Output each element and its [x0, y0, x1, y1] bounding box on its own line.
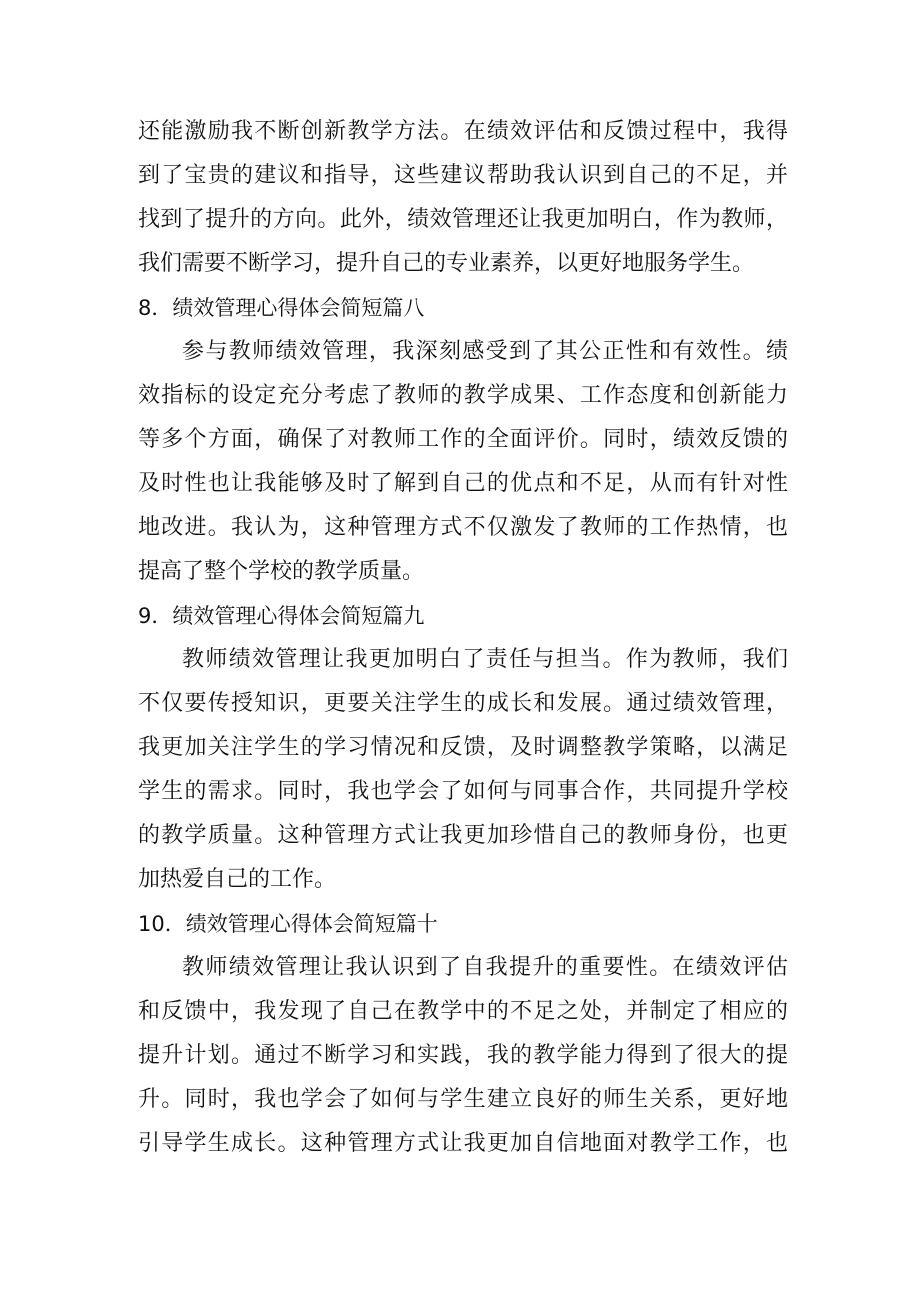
section-paragraph — [138, 638, 788, 902]
document-body — [138, 110, 788, 1166]
text-line: 我更加关注学生的学习情况和反馈，及时调整教学策略，以满足 — [138, 735, 788, 760]
intro-paragraph — [138, 110, 788, 286]
section-10 — [138, 902, 788, 1166]
section-heading: 8．绩效管理心得体会简短篇八 — [138, 296, 425, 320]
section-heading: 9．绩效管理心得体会简短篇九 — [138, 604, 425, 628]
text-line: 我们需要不断学习，提升自己的专业素养，以更好地服务学生。 — [138, 251, 755, 276]
text-line: 到了宝贵的建议和指导，这些建议帮助我认识到自己的不足，并 — [138, 163, 788, 188]
section-9 — [138, 594, 788, 902]
section-paragraph — [138, 946, 788, 1166]
text-line: 提高了整个学校的教学质量。 — [138, 559, 425, 584]
text-line: 引导学生成长。这种管理方式让我更加自信地面对教学工作，也 — [138, 1131, 788, 1156]
section-paragraph — [138, 330, 788, 594]
text-line: 学生的需求。同时，我也学会了如何与同事合作，共同提升学校 — [138, 779, 788, 804]
text-line: 和反馈中，我发现了自己在教学中的不足之处，并制定了相应的 — [138, 999, 788, 1024]
text-line: 找到了提升的方向。此外，绩效管理还让我更加明白，作为教师， — [138, 207, 788, 232]
section-heading: 10．绩效管理心得体会简短篇十 — [138, 912, 438, 936]
text-line: 效指标的设定充分考虑了教师的教学成果、工作态度和创新能力 — [138, 383, 788, 408]
text-line: 参与教师绩效管理，我深刻感受到了其公正性和有效性。绩 — [182, 339, 788, 364]
text-line: 教师绩效管理让我认识到了自我提升的重要性。在绩效评估 — [182, 955, 788, 980]
text-line: 地改进。我认为，这种管理方式不仅激发了教师的工作热情，也 — [138, 515, 788, 540]
text-line: 还能激励我不断创新教学方法。在绩效评估和反馈过程中，我得 — [138, 119, 788, 144]
section-8 — [138, 286, 788, 594]
text-line: 教师绩效管理让我更加明白了责任与担当。作为教师，我们 — [182, 647, 788, 672]
text-line: 及时性也让我能够及时了解到自己的优点和不足，从而有针对性 — [138, 471, 788, 496]
text-line: 的教学质量。这种管理方式让我更加珍惜自己的教师身份，也更 — [138, 823, 788, 848]
text-line: 不仅要传授知识，更要关注学生的成长和发展。通过绩效管理， — [138, 691, 788, 716]
text-line: 加热爱自己的工作。 — [138, 867, 337, 892]
text-line: 提升计划。通过不断学习和实践，我的教学能力得到了很大的提 — [138, 1043, 788, 1068]
text-line: 升。同时，我也学会了如何与学生建立良好的师生关系，更好地 — [138, 1087, 788, 1112]
text-line: 等多个方面，确保了对教师工作的全面评价。同时，绩效反馈的 — [138, 427, 788, 452]
